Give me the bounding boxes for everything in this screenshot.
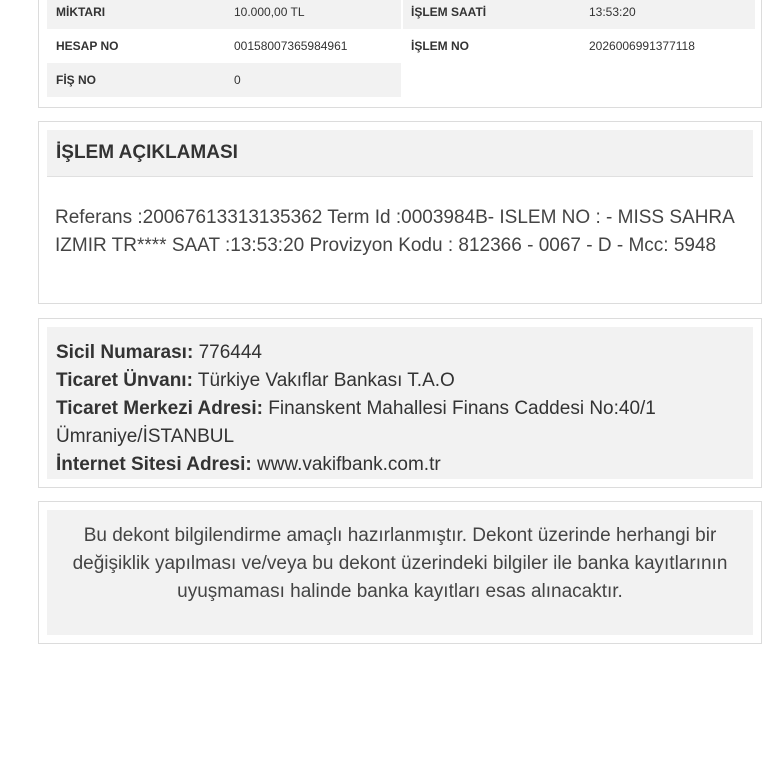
trade-name-line: [56, 367, 713, 395]
website-label: İnternet Sitesi Adresi:: [56, 454, 252, 475]
disclaimer-card: [38, 501, 762, 644]
company-info-card: [38, 318, 762, 488]
transaction-details-card: [38, 0, 762, 108]
description-text: Referans :20067613313135362 Term Id :0003984B- ISLEM NO : - MISS SAHRA IZMIR TR**** SAAT :13:53:20 Provizyon Kodu : 812366 - 0067 - D - Mcc: 5948: [55, 207, 734, 256]
transaction-description-card: [38, 121, 762, 304]
details-row: [47, 29, 753, 63]
website-link[interactable]: www.vakifbank.com.tr: [256, 454, 441, 475]
amount-value: 10.000,00 TL: [234, 5, 305, 19]
address-value: Finanskent Mahallesi Finans Caddesi No:40/1 Ümraniye/İSTANBUL: [56, 398, 656, 447]
trade-name-label: Ticaret Ünvanı:: [56, 370, 193, 391]
amount-label: MİKTARI: [56, 5, 106, 19]
transaction-time-label: İŞLEM SAATİ: [411, 5, 487, 19]
details-row: [47, 0, 753, 29]
transaction-no-value: 2026006991377118: [589, 39, 695, 53]
registry-label: Sicil Numarası:: [56, 342, 194, 363]
transaction-time-value: 13:53:20: [589, 5, 636, 19]
address-line: [56, 395, 713, 451]
transaction-no-label: İŞLEM NO: [411, 39, 470, 53]
disclaimer-text: Bu dekont bilgilendirme amaçlı hazırlanmıştır. Dekont üzerinde herhangi bir değişiklik yapılması ve/veya bu dekont üzerindeki bilgiler ile banka kayıtlarının uyuşmaması halinde banka kayıtları esas alınacaktır.: [72, 525, 728, 602]
receipt-no-value: 0: [234, 73, 241, 87]
registry-value: 776444: [198, 342, 262, 363]
receipt-no-label: FİŞ NO: [56, 73, 97, 87]
website-line: [56, 451, 713, 479]
account-no-value: 00158007365984961: [234, 39, 348, 53]
account-no-label: HESAP NO: [56, 39, 119, 53]
details-row: [47, 63, 753, 97]
description-header: [47, 130, 753, 177]
address-label: Ticaret Merkezi Adresi:: [56, 398, 263, 419]
registry-line: [56, 339, 713, 367]
company-info: [56, 339, 713, 479]
description-title: İŞLEM AÇIKLAMASI: [56, 142, 238, 163]
trade-name-value: Türkiye Vakıflar Bankası T.A.O: [197, 370, 455, 391]
